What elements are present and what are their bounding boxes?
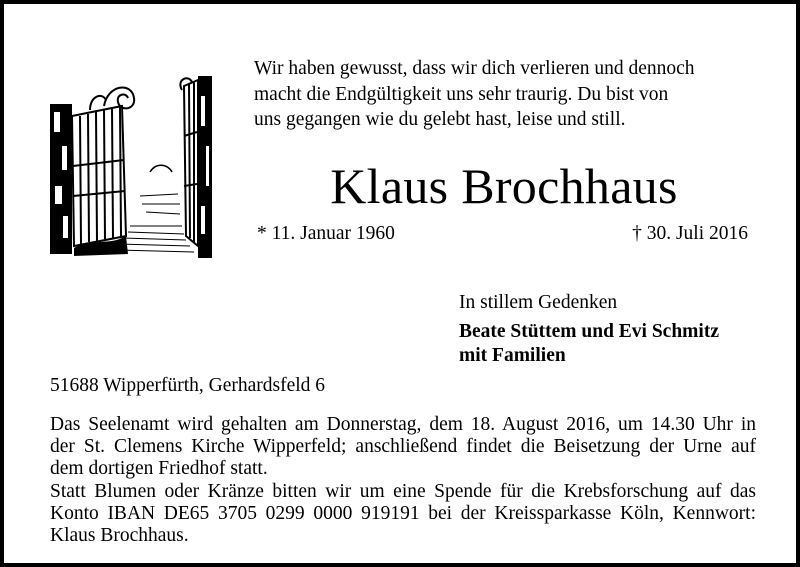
- deceased-name: Klaus Brochhaus: [330, 158, 678, 214]
- mourner-line: Beate Stüttem und Evi Schmitz: [459, 321, 719, 342]
- details-line: der St. Clemens Kirche Wipperfeld; anschließend findet die Beisetzung der Urne auf: [50, 436, 756, 458]
- mourner-names: [459, 320, 719, 368]
- mourner-line: mit Familien: [459, 345, 566, 366]
- memorial-verse: [254, 56, 754, 133]
- birth-date: * 11. Januar 1960: [257, 223, 395, 244]
- verse-line: uns gegangen wie du gelebt hast, leise und still.: [254, 109, 626, 130]
- family-address: 51688 Wipperfürth, Gerhardsfeld 6: [50, 375, 326, 396]
- verse-line: Wir haben gewusst, dass wir dich verlieren und dennoch: [254, 58, 695, 79]
- mourning-intro: In stillem Gedenken: [459, 292, 618, 313]
- details-line: Klaus Brochhaus.: [50, 525, 189, 547]
- open-gate-illustration: [50, 76, 218, 258]
- details-line: Konto IBAN DE65 3705 0299 0000 919191 bei der Kreissparkasse Köln, Kennwort:: [50, 502, 756, 524]
- details-line: Das Seelenamt wird gehalten am Donnerstag, dem 18. August 2016, um 14.30 Uhr in: [50, 414, 756, 435]
- details-line: Statt Blumen oder Kränze bitten wir um eine Spende für die Krebsforschung auf das: [50, 480, 756, 502]
- death-date: † 30. Juli 2016: [632, 223, 748, 244]
- service-details: [50, 414, 756, 547]
- verse-line: macht die Endgültigkeit uns sehr traurig. Du bist von: [254, 83, 669, 105]
- details-line: dem dortigen Friedhof statt.: [50, 458, 268, 480]
